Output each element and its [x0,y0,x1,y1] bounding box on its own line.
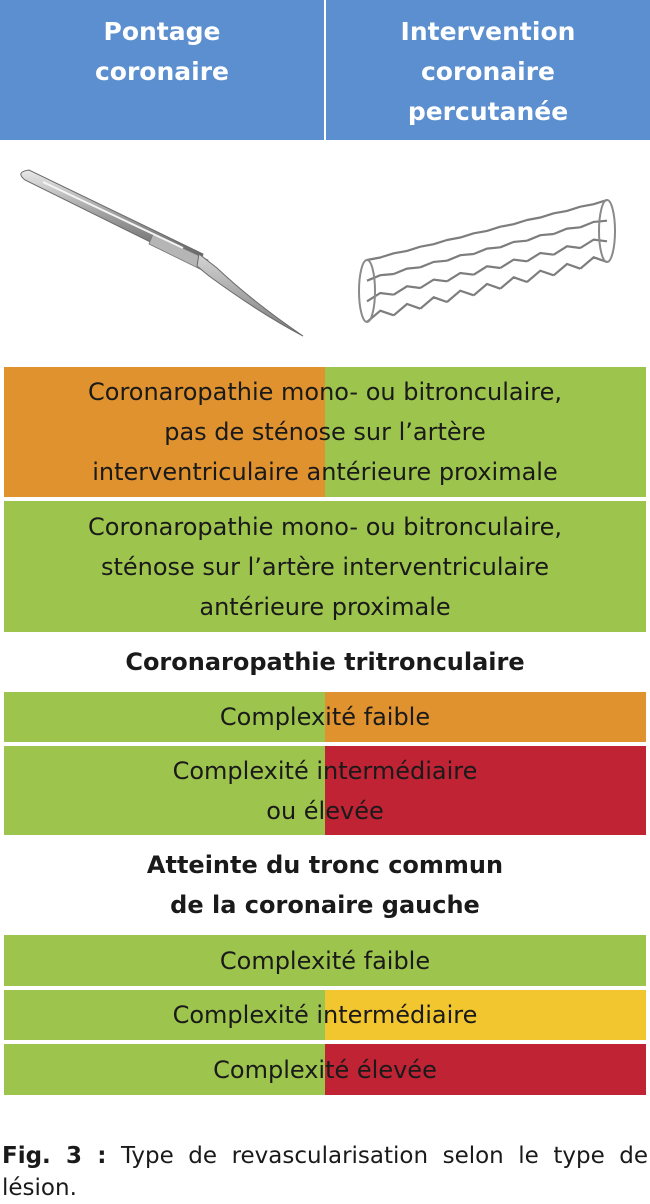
row-label: Coronaropathie mono- ou bitronculaire, sténose sur l’artère interventriculaire antérieure proximale [88,512,562,621]
table-row [4,692,646,742]
stent-end [599,200,615,262]
header-right-label: Intervention coronaire percutanée [400,17,576,126]
row-label: Coronaropathie tritronculaire [125,648,525,676]
table-row [4,367,646,497]
coronary-stent-icon [327,142,647,363]
table-row [4,839,646,931]
stent-end [359,260,375,322]
header-left-label: Pontage coronaire [94,17,230,86]
row-label: Atteinte du tronc commun de la coronaire gauche [146,851,504,919]
table-row [4,935,646,986]
row-label: Complexité élevée [213,1055,437,1084]
table-row [4,990,646,1040]
stent-mesh [367,200,607,322]
row-label: Coronaropathie mono- ou bitronculaire, pas de sténose sur l’artère interventriculaire antérieure proximale [88,378,562,486]
row-label: Complexité intermédiaire ou élevée [172,756,478,825]
row-label: Complexité faible [219,946,431,975]
header-intervention-coronaire-percutanee [326,0,650,140]
table-row [4,1044,646,1095]
figure-caption [2,1140,648,1204]
row-label: Complexité faible [219,703,431,731]
table-row [4,746,646,835]
stent-image-cell [327,142,647,363]
caption-label: Fig. 3 : [2,1143,107,1169]
header-pontage-coronaire [0,0,324,140]
scalpel-image-cell [3,142,323,363]
table-row [4,501,646,632]
caption-text: Type de revascularisation selon le type de lésion. [2,1143,648,1201]
row-label: Complexité intermédiaire [172,1001,478,1029]
table-row [4,636,646,688]
scalpel-icon [3,142,323,363]
